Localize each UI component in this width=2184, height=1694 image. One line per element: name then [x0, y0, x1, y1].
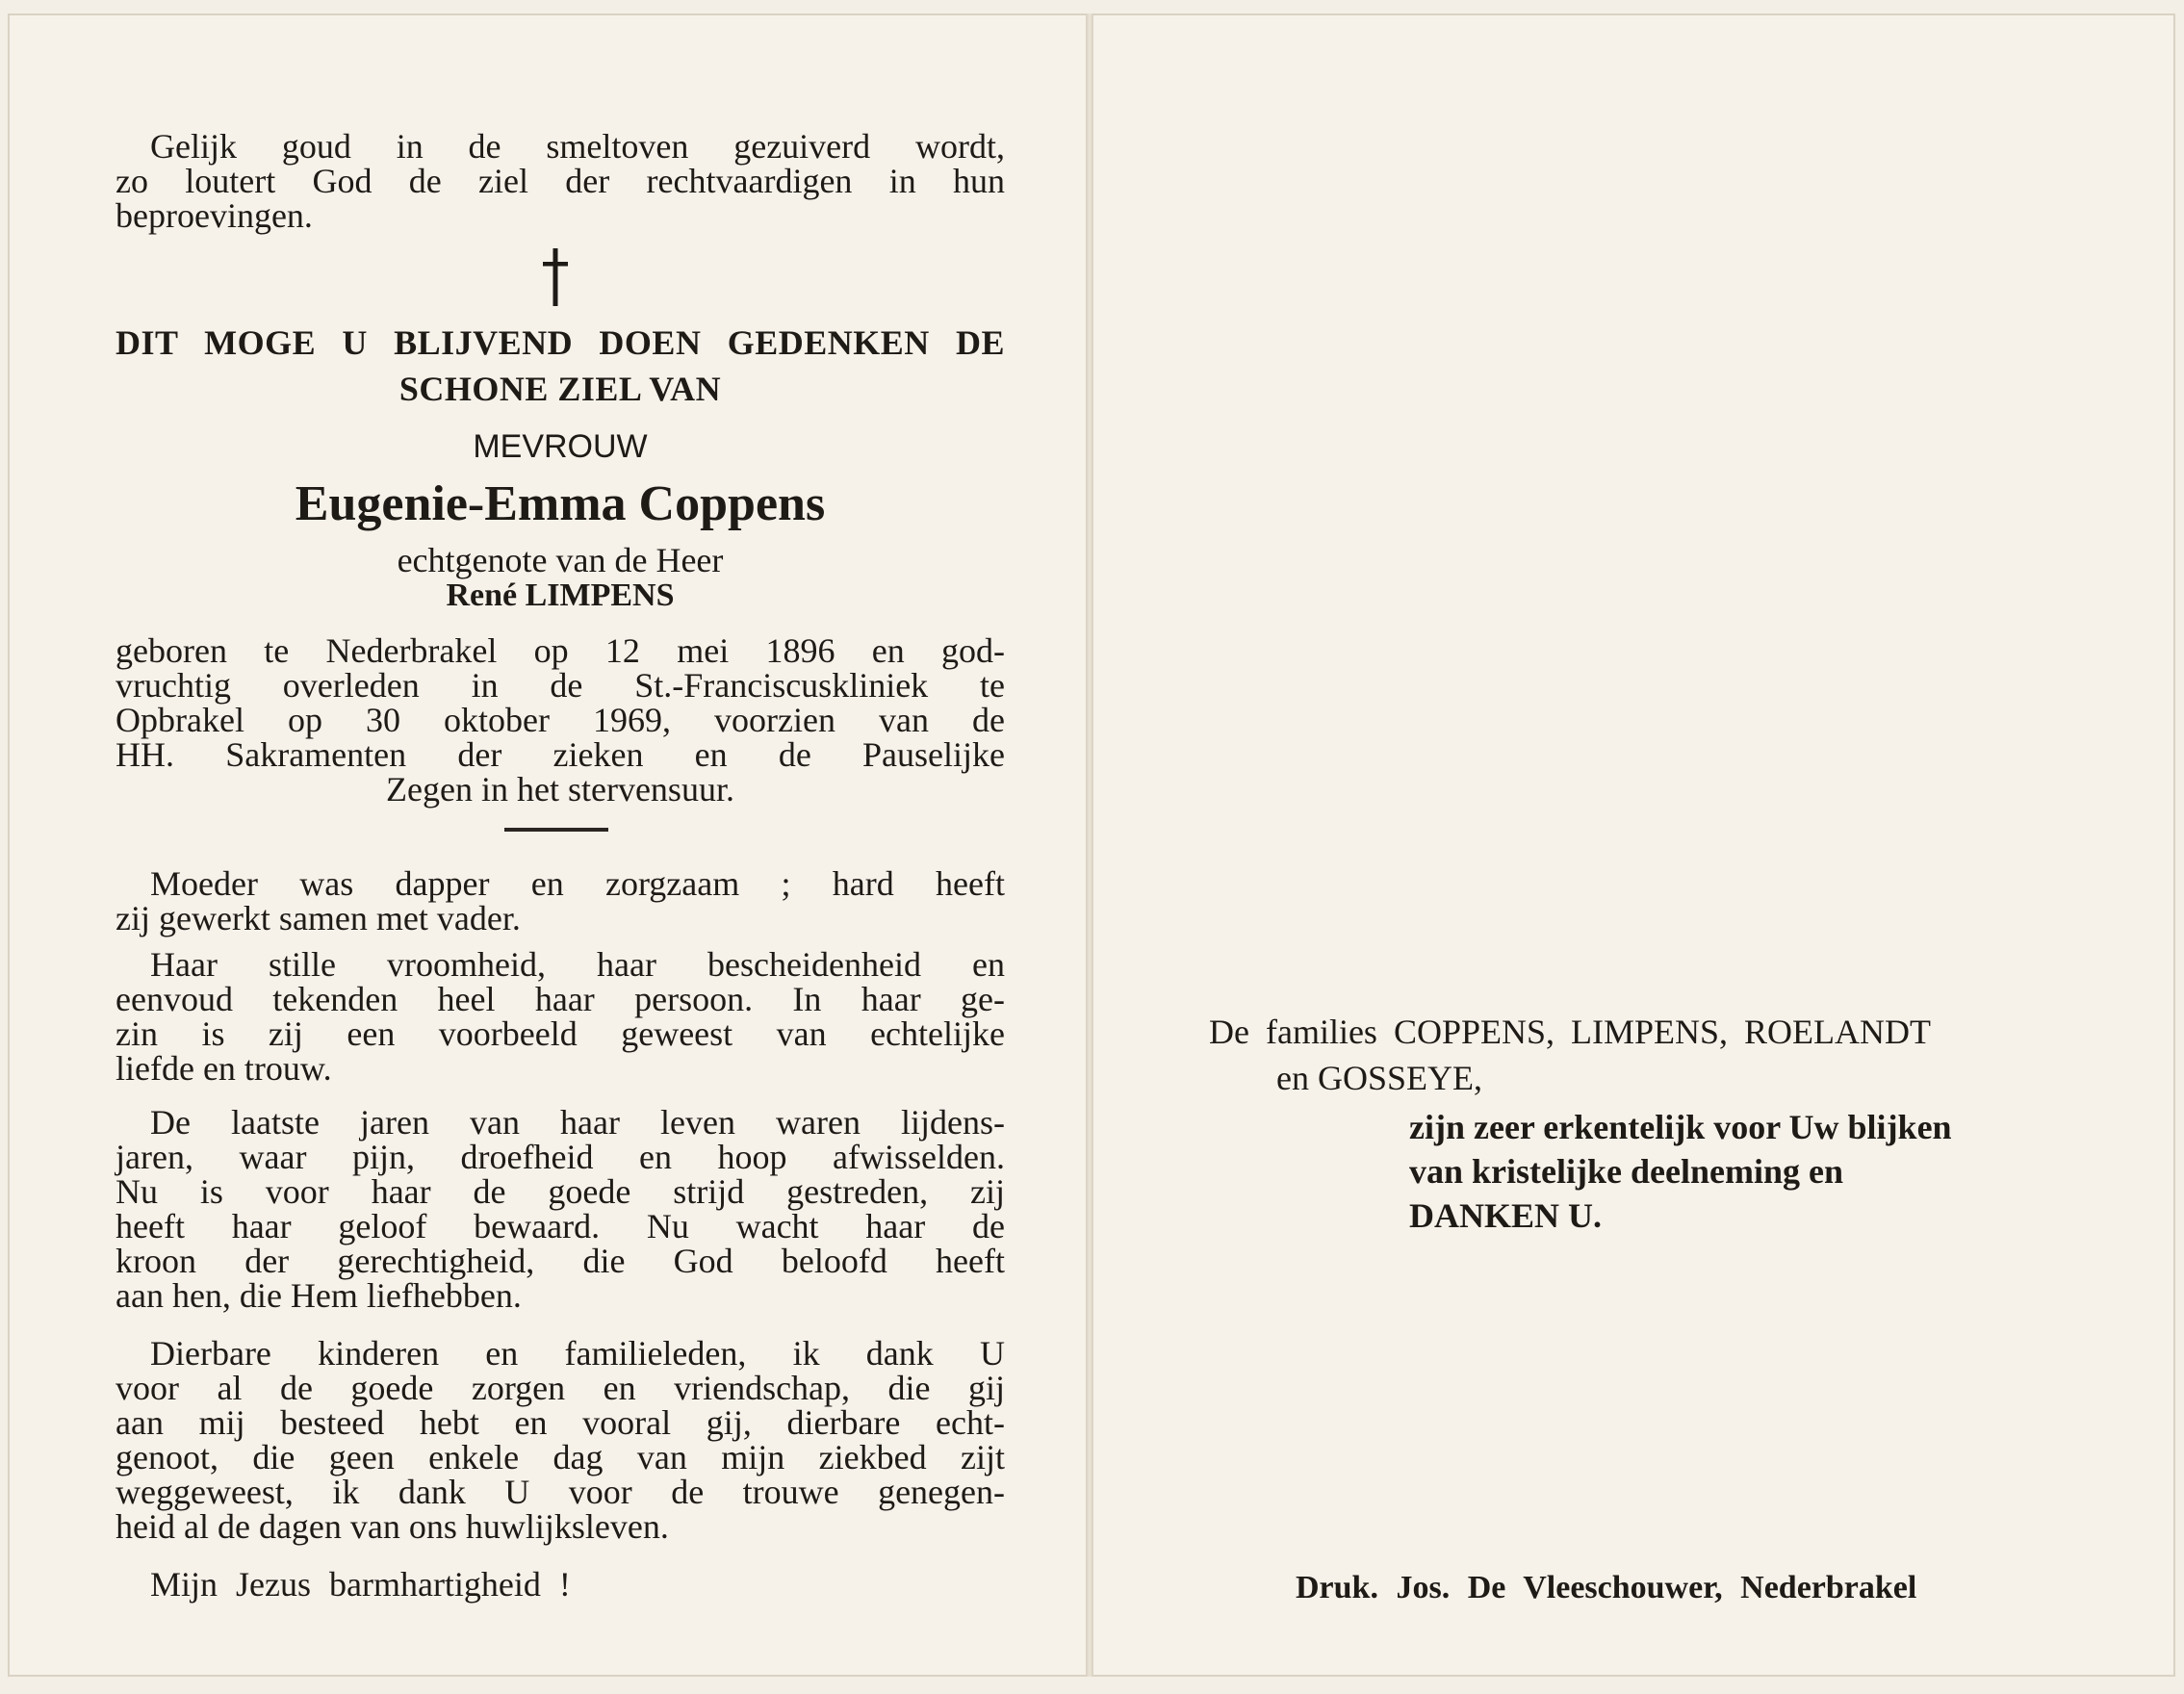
- paragraph-line: kroon der gerechtigheid, die God beloofd heeft: [116, 1242, 1005, 1280]
- quote-line: beproevingen.: [116, 196, 313, 235]
- thanks-message: [1409, 1105, 2141, 1238]
- quote-line: zo loutert God de ziel der rechtvaardigen in hun: [116, 162, 1005, 200]
- families-line: en GOSSEYE,: [1276, 1059, 1482, 1097]
- card-fold: [1086, 13, 1093, 1677]
- paragraph-line: De laatste jaren van haar leven waren lijdens-: [150, 1103, 1005, 1142]
- paragraph-line: genoot, die geen enkele dag van mijn ziekbed zijt: [116, 1438, 1005, 1476]
- honorific: MEVROUW: [473, 428, 648, 465]
- paragraph-line: heeft haar geloof bewaard. Nu wacht haar de: [116, 1207, 1005, 1245]
- dedication: [116, 320, 1005, 412]
- paragraph-line: aan hen, die Hem liefhebben.: [116, 1276, 522, 1315]
- closing-prayer: Mijn Jezus barmhartigheid !: [150, 1565, 571, 1604]
- detail-line: geboren te Nederbrakel op 12 mei 1896 en god-: [116, 631, 1005, 670]
- paragraph-line: voor al de goede zorgen en vriendschap, die gij: [116, 1369, 1005, 1407]
- dedication-line: SCHONE ZIEL VAN: [398, 370, 722, 408]
- paragraph-line: zin is zij een voorbeeld geweest van echtelijke: [116, 1014, 1005, 1053]
- right-page: [1090, 13, 2175, 1677]
- paragraph-1: [116, 866, 1005, 936]
- quote-line: Gelijk goud in de smeltoven gezuiverd wordt,: [150, 127, 1005, 166]
- detail-line: Opbrakel op 30 oktober 1969, voorzien van de: [116, 701, 1005, 739]
- latin-cross-icon: [541, 248, 570, 306]
- spouse-name: René LIMPENS: [446, 578, 675, 613]
- dedication-line: DIT MOGE U BLIJVEND DOEN GEDENKEN DE: [116, 323, 1005, 362]
- paragraph-line: eenvoud tekenden heel haar persoon. In haar ge-: [116, 980, 1005, 1018]
- paragraph-2: [116, 947, 1005, 1086]
- detail-line: Zegen in het stervensuur.: [386, 770, 734, 808]
- paragraph-3: [116, 1105, 1005, 1313]
- deceased-name: Eugenie-Emma Coppens: [295, 476, 826, 531]
- detail-line: HH. Sakramenten der zieken en de Pauselijke: [116, 735, 1005, 774]
- printer-credit: Druk. Jos. De Vleeschouwer, Nederbrakel: [1296, 1570, 1917, 1605]
- paragraph-line: liefde en trouw.: [116, 1049, 332, 1088]
- paragraph-line: heid al de dagen van ons huwlijksleven.: [116, 1507, 669, 1546]
- paragraph-line: zij gewerkt samen met vader.: [116, 899, 521, 937]
- thanks-line: van kristelijke deelneming en: [1409, 1152, 1843, 1191]
- detail-line: vruchtig overleden in de St.-Franciscuskliniek te: [116, 666, 1005, 705]
- paragraph-line: weggeweest, ik dank U voor de trouwe genegen-: [116, 1473, 1005, 1511]
- families-line: De families COPPENS, LIMPENS, ROELANDT: [1209, 1013, 1931, 1051]
- thanks-line: zijn zeer erkentelijk voor Uw blijken: [1409, 1108, 1952, 1146]
- paragraph-4: [116, 1336, 1005, 1544]
- spouse-relation: echtgenote van de Heer: [397, 541, 724, 579]
- divider-rule: [504, 828, 608, 832]
- opening-quote: [116, 129, 1005, 233]
- life-details: [116, 633, 1005, 807]
- paragraph-line: jaren, waar pijn, droefheid en hoop afwisselden.: [116, 1138, 1005, 1176]
- paragraph-line: Moeder was dapper en zorgzaam ; hard heeft: [150, 864, 1005, 903]
- thanks-line: DANKEN U.: [1409, 1196, 1603, 1235]
- paragraph-line: Dierbare kinderen en familieleden, ik dank U: [150, 1334, 1005, 1373]
- paragraph-line: Haar stille vroomheid, haar bescheidenheid en: [150, 945, 1005, 984]
- paragraph-line: aan mij besteed hebt en vooral gij, dierbare echt-: [116, 1403, 1005, 1442]
- paragraph-line: Nu is voor haar de goede strijd gestreden, zij: [116, 1172, 1005, 1211]
